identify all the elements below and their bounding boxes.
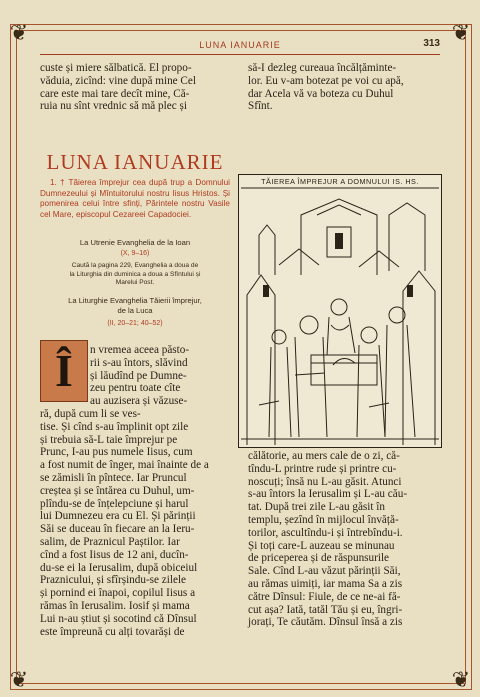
- text-line: tat. După trei zile L-au găsit în: [248, 501, 385, 514]
- text-line: care este mai tare decît mine, Că-: [40, 87, 190, 100]
- top-left-text: [40, 62, 232, 113]
- text-line: salim, de Praznicul Paștilor. Iar: [40, 535, 180, 548]
- running-head: LUNA IANUARIE: [199, 40, 281, 50]
- gospel-text-right: [248, 450, 440, 629]
- heading-line: de la Luca: [117, 306, 153, 315]
- utrenie-reference: (X, 9–16): [120, 250, 150, 257]
- text-line: tîndu-L printre rude și printre cu-: [248, 462, 397, 475]
- reference-note: [40, 262, 230, 288]
- page-header: [40, 40, 440, 54]
- text-line: văduia, zicînd: vine după mine Cel: [40, 74, 196, 87]
- corner-ornament-icon: ❦: [451, 20, 471, 45]
- utrenie-heading: La Utrenie Evanghelia de la Ioan: [79, 238, 191, 247]
- text-line: n vremea aceea păsto-: [90, 344, 190, 356]
- text-line: Lui n-au știut și socotind că Dînsul: [40, 612, 197, 625]
- drop-cap: [40, 340, 88, 402]
- note-line: la Liturghia din duminica a doua a Sfîntului și: [69, 270, 201, 278]
- text-line: lui Dumnezeu era cu El. Și părinții: [40, 510, 196, 523]
- feast-heading: 1. † Tăierea împrejur cea după trup a Domnului Dumnezeului și Mîntuitorului nostru Iisus Hristos. Și pomenirea celui între sfinți, Părintele nostru Vasile cel Mare, episcopul Cezareei Capadociei.: [40, 178, 230, 219]
- text-line: torilor, ascultîndu-i și întrebîndu-i.: [248, 526, 403, 539]
- text-line: a fost numit de înger, mai înainte de a: [40, 459, 209, 472]
- text-line: este împreună cu alți tovarăși de: [40, 625, 185, 638]
- text-line: custe și miere sălbatică. El propo-: [40, 62, 192, 74]
- text-line: Prunc, I-au pus numele Iisus, cum: [40, 446, 193, 459]
- text-line: rii s-au întors, slăvind: [90, 356, 188, 369]
- corner-ornament-icon: ❦: [451, 667, 471, 692]
- liturghie-reference: (II, 20–21; 40–52): [107, 320, 163, 327]
- icon-drawing: [239, 175, 441, 447]
- text-line: rămas în Ierusalim. Iosif și mama: [40, 599, 190, 612]
- header-rule: [40, 54, 440, 55]
- text-line: să-I dezleg cureaua încălțăminte-: [248, 62, 397, 74]
- text-line: către Dînsul: Fiule, de ce ne-ai fă-: [248, 590, 401, 603]
- text-line: și pornind ei înapoi, copilul Iisus a: [40, 587, 196, 600]
- text-line: jorați, Te căutăm. Dînsul însă a zis: [248, 616, 403, 629]
- heading-line: La Liturghie Evanghelia Tăierii împrejur,: [68, 296, 202, 305]
- text-line: tise. Și cînd s-au împlinit opt zile: [40, 420, 189, 433]
- text-line: de priceperea și de răspunsurile: [248, 552, 390, 565]
- text-line: și trebuia să-L taie împrejur pe: [40, 433, 178, 446]
- corner-ornament-icon: ❦: [9, 20, 29, 45]
- page-number: 313: [423, 38, 440, 49]
- corner-ornament-icon: ❦: [9, 667, 29, 692]
- text-line: au auzisera și văzuse-: [90, 395, 188, 408]
- text-line: dar Acela vă va boteza cu Duhul: [248, 87, 394, 100]
- note-line: Caută la pagina 229, Evanghelia a doua de: [71, 262, 199, 269]
- text-line: noscuți; însă nu L-au găsit. Atunci: [248, 475, 402, 488]
- section-title: LUNA IANUARIE: [46, 150, 224, 174]
- gospel-text-left: [40, 408, 232, 638]
- gospel-text-intro: [90, 344, 230, 408]
- text-line: templu, șezînd în mijlocul învăță-: [248, 513, 399, 526]
- text-line: Și toți care-L auzeau se minunau: [248, 539, 395, 552]
- text-line: ră, după cum li se ves-: [40, 408, 141, 420]
- text-line: Praznicului, și sfîrșindu-se zilele: [40, 574, 187, 587]
- text-line: s-au întors la Ierusalim și L-au cău-: [248, 488, 408, 501]
- liturghie-heading: [40, 296, 230, 316]
- text-line: plîndu-se de înțelepciune și harul: [40, 497, 189, 510]
- text-line: Sfînt.: [248, 100, 273, 113]
- text-line: creștea și se întărea cu Duhul, um-: [40, 484, 195, 497]
- icon-caption: TĂIEREA ÎMPREJUR A DOMNULUI IS. HS.: [261, 177, 419, 186]
- top-right-text: [248, 62, 440, 113]
- text-line: Sale. Cînd L-au văzut părinții Săi,: [248, 565, 401, 578]
- text-line: cut așa? Iată, tatăl Tău și eu, îngri-: [248, 603, 403, 616]
- text-line: călătorie, au mers cale de o zi, că-: [248, 450, 400, 462]
- text-line: au rămas uimiți, iar mama Sa a zis: [248, 577, 403, 590]
- text-line: zeu pentru toate cîte: [90, 382, 181, 395]
- text-line: lor. Eu v-am botezat pe voi cu apă,: [248, 74, 404, 87]
- text-line: Săi se duceau în fiecare an la Ieru-: [40, 523, 195, 536]
- text-line: cînd a fost Iisus de 12 ani, ducîn-: [40, 548, 189, 561]
- text-line: ruia nu sînt vrednic să mă plec și: [40, 100, 187, 113]
- note-line: Marelui Post.: [115, 279, 155, 287]
- text-line: și lăudînd pe Dumne-: [90, 369, 187, 382]
- drop-cap-letter: Î: [55, 345, 73, 396]
- text-line: se zămisli în pîntece. Iar Pruncul: [40, 471, 187, 484]
- text-line: du-se ei la Ierusalim, după obiceiul: [40, 561, 198, 574]
- nativity-icon-illustration: [238, 174, 442, 448]
